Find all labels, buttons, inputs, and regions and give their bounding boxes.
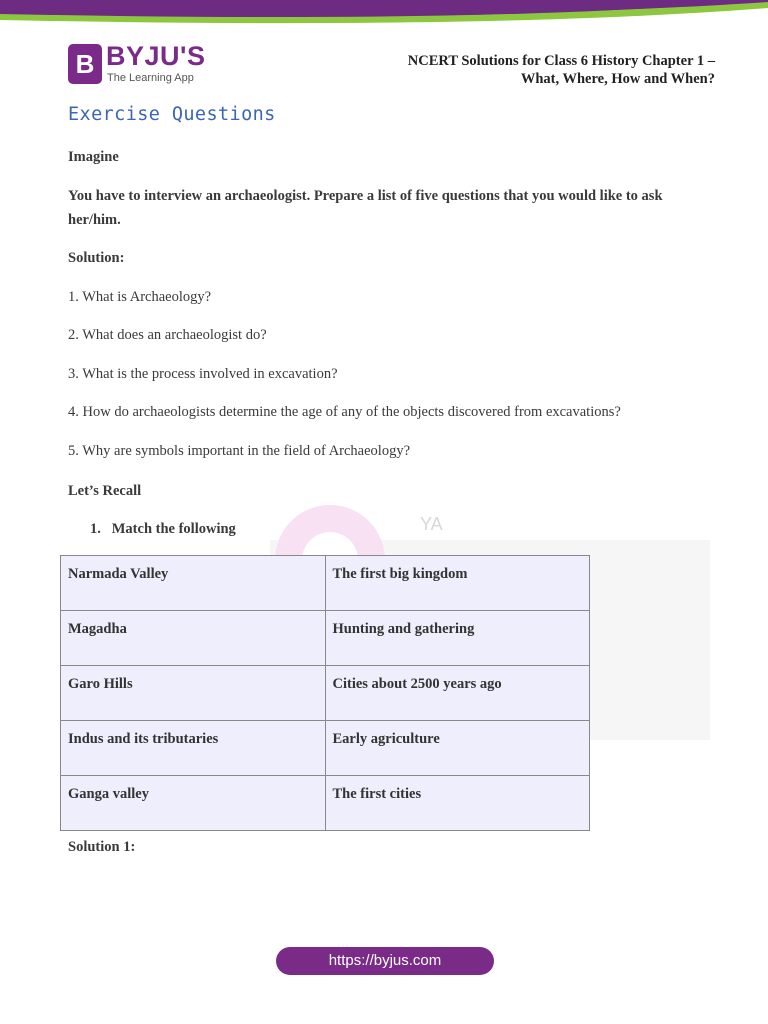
table-cell-right: The first big kingdom (325, 556, 590, 611)
logo-brand-name: BYJU'S (106, 41, 206, 71)
section-heading: Exercise Questions (68, 104, 276, 125)
title-line-2: What, Where, How and When? (520, 71, 715, 87)
recall-question (90, 521, 236, 538)
table-cell-right: Hunting and gathering (325, 611, 590, 666)
imagine-question-line-2: her/him. (68, 212, 121, 228)
logo-tagline: The Learning App (107, 72, 194, 84)
table-cell-right: Early agriculture (325, 721, 590, 776)
recall-solution-label: Solution 1: (68, 839, 136, 855)
table-row (61, 776, 590, 831)
document-title (295, 52, 715, 88)
answer-item: 2. What does an archaeologist do? (68, 327, 267, 343)
logo-mark: B (68, 44, 102, 84)
table-row (61, 721, 590, 776)
imagine-solution-label: Solution: (68, 250, 125, 266)
table-row (61, 666, 590, 721)
recall-label: Let’s Recall (68, 483, 142, 499)
match-table (60, 555, 590, 831)
table-cell-left: Garo Hills (61, 666, 326, 721)
answer-item: 4. How do archaeologists determine the age of any of the objects discovered from excavations? (68, 404, 621, 420)
answer-item: 3. What is the process involved in excavation? (68, 366, 338, 382)
question-text: Match the following (111, 521, 236, 537)
top-color-band (0, 0, 768, 26)
byjus-logo (68, 41, 208, 86)
title-line-1: NCERT Solutions for Class 6 History Chapter 1 – (407, 53, 715, 69)
imagine-label: Imagine (68, 149, 119, 165)
answer-item: 5. Why are symbols important in the field of Archaeology? (68, 443, 411, 459)
imagine-question-line-1: You have to interview an archaeologist. Prepare a list of five questions that you would like to ask (68, 188, 663, 204)
table-cell-right: Cities about 2500 years ago (325, 666, 590, 721)
table-row (61, 556, 590, 611)
table-cell-left: Magadha (61, 611, 326, 666)
answer-item: 1. What is Archaeology? (68, 289, 212, 305)
byjus-website-link[interactable]: https://byjus.com (276, 947, 494, 975)
table-cell-left: Narmada Valley (61, 556, 326, 611)
table-row (61, 611, 590, 666)
svg-text:YA: YA (420, 514, 443, 534)
question-number: 1. (90, 521, 101, 537)
table-cell-right: The first cities (325, 776, 590, 831)
table-cell-left: Indus and its tributaries (61, 721, 326, 776)
table-cell-left: Ganga valley (61, 776, 326, 831)
